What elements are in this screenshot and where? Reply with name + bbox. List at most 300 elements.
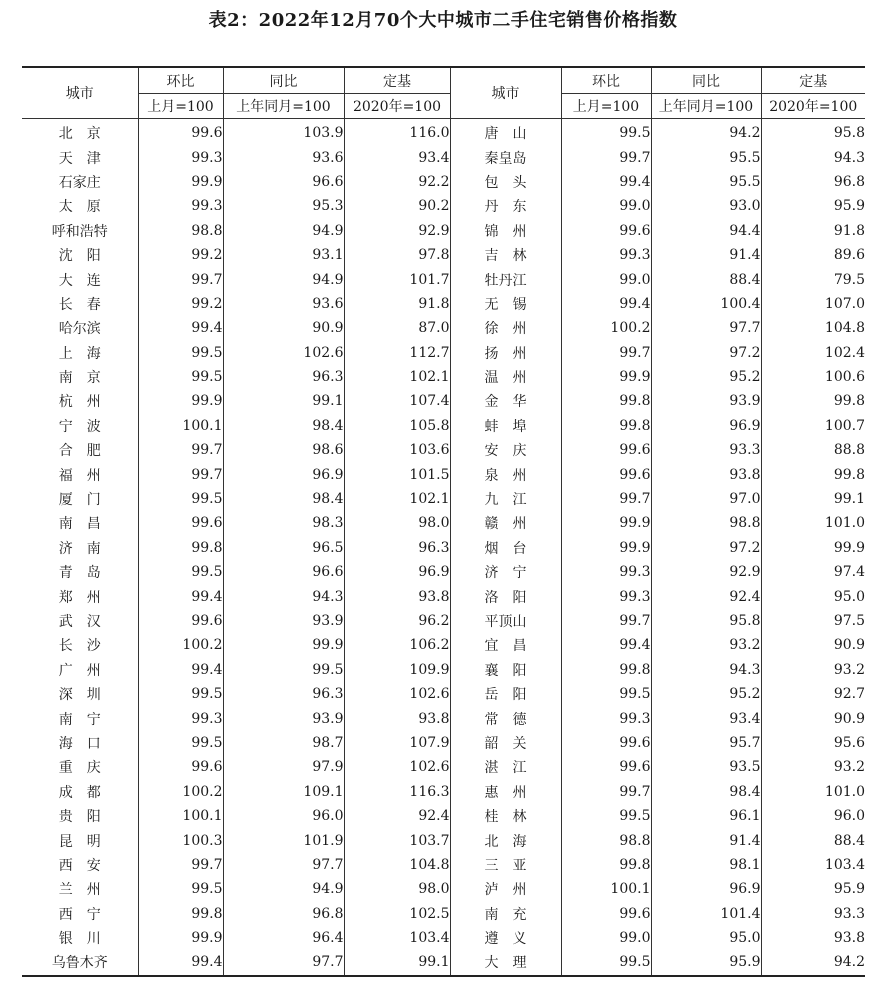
base-cell-right: 95.9	[833, 881, 865, 898]
yoy-cell-right: 95.7	[651, 731, 761, 755]
mom-cell-right: 99.7	[561, 609, 651, 633]
mom-cell-left: 99.4	[138, 950, 223, 975]
base-cell-right: 88.8	[833, 442, 865, 459]
base-cell-right: 89.6	[833, 247, 865, 264]
city-cell-left: 厦 门	[22, 487, 138, 511]
mom-cell-right: 99.7	[561, 341, 651, 365]
city-cell-left: 广 州	[22, 658, 138, 682]
yoy-cell-left: 98.4	[223, 414, 344, 438]
base-cell-left: 96.3	[344, 536, 450, 560]
base-cell-left: 92.4	[344, 804, 450, 828]
base-cell-right: 91.8	[833, 222, 865, 239]
mom-cell-left: 99.5	[138, 341, 223, 365]
city-cell-right: 吉 林	[450, 243, 561, 267]
table-row	[22, 243, 865, 267]
yoy-cell-left: 90.9	[223, 316, 344, 340]
base-cell-right: 97.5	[833, 613, 865, 629]
city-cell-right: 宜 昌	[450, 633, 561, 657]
base-cell-right: 95.6	[833, 734, 865, 751]
yoy-cell-right: 97.0	[651, 487, 761, 511]
city-cell-right: 泉 州	[450, 462, 561, 486]
base-cell-left: 93.8	[344, 584, 450, 608]
base-cell-left: 98.0	[344, 877, 450, 901]
city-cell-left: 太 原	[22, 194, 138, 218]
city-cell-right: 襄 阳	[450, 658, 561, 682]
base-cell-left: 102.6	[344, 682, 450, 706]
city-cell-right: 安 庆	[450, 438, 561, 462]
base-cell-left: 105.8	[344, 414, 450, 438]
yoy-cell-left: 98.7	[223, 731, 344, 755]
base-cell-left: 98.0	[344, 511, 450, 535]
yoy-cell-right: 95.2	[651, 365, 761, 389]
city-cell-left: 成 都	[22, 780, 138, 804]
mom-cell-left: 99.3	[138, 706, 223, 730]
table-row	[22, 365, 865, 389]
mom-cell-right: 99.4	[561, 633, 651, 657]
mom-cell-right: 99.5	[561, 804, 651, 828]
yoy-column-header-left: 同比	[223, 67, 344, 94]
city-cell-right: 遵 义	[450, 926, 561, 950]
city-cell-left: 昆 明	[22, 828, 138, 852]
base-cell-right: 94.2	[833, 954, 865, 971]
city-cell-left: 济 南	[22, 536, 138, 560]
table-row	[22, 584, 865, 608]
base-cell-right: 95.8	[833, 125, 865, 142]
yoy-cell-left: 97.9	[223, 755, 344, 779]
table-row	[22, 877, 865, 901]
yoy-cell-right: 92.9	[651, 560, 761, 584]
mom-cell-right: 99.0	[561, 194, 651, 218]
base-cell-left: 116.0	[344, 119, 450, 146]
city-cell-right: 平顶山	[450, 609, 561, 633]
table-row	[22, 536, 865, 560]
city-cell-right: 韶 关	[450, 731, 561, 755]
yoy-cell-left: 93.6	[223, 292, 344, 316]
base-cell-right: 99.8	[833, 393, 865, 410]
base-cell-right: 96.0	[833, 808, 865, 825]
yoy-cell-right: 88.4	[651, 267, 761, 291]
table-row	[22, 194, 865, 218]
base-cell-left: 109.9	[344, 658, 450, 682]
base-cell-left: 92.2	[344, 170, 450, 194]
yoy-cell-left: 98.3	[223, 511, 344, 535]
yoy-cell-left: 96.5	[223, 536, 344, 560]
city-cell-left: 南 宁	[22, 706, 138, 730]
table-row	[22, 341, 865, 365]
yoy-column-header-right: 同比	[651, 67, 761, 94]
base-cell-right: 93.2	[833, 759, 865, 776]
city-cell-right: 济 宁	[450, 560, 561, 584]
mom-cell-right: 99.6	[561, 731, 651, 755]
mom-column-header-right: 环比	[561, 67, 651, 94]
city-cell-right: 唐 山	[450, 119, 561, 146]
yoy-cell-right: 95.5	[651, 170, 761, 194]
mom-cell-left: 99.9	[138, 926, 223, 950]
city-cell-right: 徐 州	[450, 316, 561, 340]
mom-cell-left: 98.8	[138, 219, 223, 243]
mom-cell-right: 99.6	[561, 438, 651, 462]
base-cell-left: 106.2	[344, 633, 450, 657]
city-cell-right: 锦 州	[450, 219, 561, 243]
base-cell-left: 103.7	[344, 828, 450, 852]
city-cell-right: 三 亚	[450, 853, 561, 877]
yoy-cell-left: 97.7	[223, 950, 344, 975]
yoy-cell-right: 93.0	[651, 194, 761, 218]
mom-cell-left: 99.6	[138, 119, 223, 146]
yoy-cell-right: 95.5	[651, 145, 761, 169]
yoy-cell-left: 99.5	[223, 658, 344, 682]
mom-cell-left: 99.6	[138, 511, 223, 535]
yoy-cell-right: 93.4	[651, 706, 761, 730]
mom-cell-left: 99.9	[138, 389, 223, 413]
table-row	[22, 609, 865, 633]
base-cell-right: 104.8	[824, 320, 865, 337]
yoy-cell-right: 98.8	[651, 511, 761, 535]
yoy-cell-right: 97.2	[651, 536, 761, 560]
mom-subheader-left: 上月=100	[138, 94, 223, 119]
base-cell-left: 90.2	[344, 194, 450, 218]
mom-cell-right: 99.8	[561, 658, 651, 682]
yoy-cell-left: 93.9	[223, 706, 344, 730]
base-cell-right: 100.6	[824, 369, 865, 386]
yoy-cell-right: 94.2	[651, 119, 761, 146]
yoy-cell-left: 96.4	[223, 926, 344, 950]
city-cell-right: 湛 江	[450, 755, 561, 779]
city-cell-left: 西 安	[22, 853, 138, 877]
city-cell-left: 南 京	[22, 365, 138, 389]
yoy-cell-left: 96.3	[223, 682, 344, 706]
yoy-cell-left: 109.1	[223, 780, 344, 804]
mom-cell-right: 99.4	[561, 292, 651, 316]
yoy-subheader-left: 上年同月=100	[223, 94, 344, 119]
yoy-cell-left: 95.3	[223, 194, 344, 218]
city-cell-left: 银 川	[22, 926, 138, 950]
base-cell-right: 95.9	[833, 198, 865, 215]
city-cell-left: 大 连	[22, 267, 138, 291]
base-cell-right: 101.0	[824, 515, 865, 532]
mom-cell-right: 99.3	[561, 243, 651, 267]
base-cell-right: 107.0	[824, 295, 865, 312]
yoy-cell-left: 99.9	[223, 633, 344, 657]
mom-cell-right: 99.5	[561, 682, 651, 706]
yoy-cell-left: 94.9	[223, 219, 344, 243]
city-cell-right: 泸 州	[450, 877, 561, 901]
base-cell-right: 95.0	[833, 588, 865, 605]
city-cell-left: 福 州	[22, 462, 138, 486]
yoy-cell-right: 95.8	[651, 609, 761, 633]
table-row	[22, 219, 865, 243]
yoy-cell-left: 99.1	[223, 389, 344, 413]
base-cell-right: 88.4	[833, 832, 865, 849]
mom-cell-left: 99.4	[138, 658, 223, 682]
table-row	[22, 145, 865, 169]
base-cell-left: 99.1	[344, 950, 450, 975]
city-cell-left: 南 昌	[22, 511, 138, 535]
mom-subheader-right: 上月=100	[561, 94, 651, 119]
city-cell-left: 哈尔滨	[22, 316, 138, 340]
base-cell-right: 90.9	[833, 710, 865, 727]
city-cell-right: 桂 林	[450, 804, 561, 828]
yoy-cell-left: 98.6	[223, 438, 344, 462]
base-cell-right: 90.9	[833, 637, 865, 654]
base-subheader-left: 2020年=100	[344, 94, 450, 119]
table-row	[22, 853, 865, 877]
base-cell-left: 103.6	[344, 438, 450, 462]
base-cell-left: 96.2	[344, 609, 450, 633]
base-cell-left: 102.1	[344, 365, 450, 389]
mom-cell-right: 99.9	[561, 536, 651, 560]
table-row	[22, 438, 865, 462]
base-cell-left: 102.1	[344, 487, 450, 511]
mom-cell-right: 99.9	[561, 365, 651, 389]
mom-cell-left: 99.4	[138, 584, 223, 608]
city-cell-left: 长 春	[22, 292, 138, 316]
yoy-cell-left: 98.4	[223, 487, 344, 511]
yoy-cell-right: 98.4	[651, 780, 761, 804]
yoy-cell-right: 91.4	[651, 243, 761, 267]
base-subheader-right: 2020年=100	[761, 94, 865, 119]
yoy-cell-right: 95.9	[651, 950, 761, 975]
mom-cell-left: 99.2	[138, 243, 223, 267]
mom-cell-right: 99.3	[561, 584, 651, 608]
city-cell-left: 青 岛	[22, 560, 138, 584]
base-cell-right: 96.8	[833, 173, 865, 190]
base-cell-right: 93.3	[833, 905, 865, 922]
city-cell-left: 重 庆	[22, 755, 138, 779]
city-column-header-right: 城市	[450, 67, 561, 119]
mom-cell-left: 99.6	[138, 755, 223, 779]
yoy-cell-left: 96.8	[223, 902, 344, 926]
table-row	[22, 389, 865, 413]
table-row	[22, 462, 865, 486]
mom-cell-right: 99.9	[561, 511, 651, 535]
city-cell-left: 合 肥	[22, 438, 138, 462]
city-cell-left: 石家庄	[22, 170, 138, 194]
base-cell-left: 87.0	[344, 316, 450, 340]
city-cell-right: 洛 阳	[450, 584, 561, 608]
mom-column-header-left: 环比	[138, 67, 223, 94]
mom-cell-right: 99.7	[561, 780, 651, 804]
yoy-cell-right: 93.2	[651, 633, 761, 657]
table-row	[22, 658, 865, 682]
city-cell-right: 大 理	[450, 950, 561, 975]
yoy-cell-right: 91.4	[651, 828, 761, 852]
mom-cell-left: 99.7	[138, 462, 223, 486]
base-cell-left: 93.4	[344, 145, 450, 169]
city-column-header-left: 城市	[22, 67, 138, 119]
base-cell-left: 92.9	[344, 219, 450, 243]
mom-cell-right: 99.4	[561, 170, 651, 194]
page-title: 表2：2022年12月70个大中城市二手住宅销售价格指数	[208, 10, 678, 31]
base-cell-right: 103.4	[824, 856, 865, 873]
mom-cell-left: 99.8	[138, 902, 223, 926]
mom-cell-left: 99.5	[138, 877, 223, 901]
city-cell-right: 烟 台	[450, 536, 561, 560]
mom-cell-right: 99.6	[561, 219, 651, 243]
table-row	[22, 560, 865, 584]
city-cell-right: 蚌 埠	[450, 414, 561, 438]
table-row	[22, 780, 865, 804]
yoy-cell-left: 96.0	[223, 804, 344, 828]
mom-cell-left: 99.5	[138, 487, 223, 511]
city-cell-left: 海 口	[22, 731, 138, 755]
table-row	[22, 828, 865, 852]
yoy-cell-right: 96.9	[651, 414, 761, 438]
city-cell-left: 沈 阳	[22, 243, 138, 267]
table-row	[22, 511, 865, 535]
mom-cell-left: 99.7	[138, 267, 223, 291]
city-cell-left: 宁 波	[22, 414, 138, 438]
yoy-cell-left: 101.9	[223, 828, 344, 852]
yoy-cell-left: 96.6	[223, 170, 344, 194]
city-cell-left: 兰 州	[22, 877, 138, 901]
base-cell-left: 107.9	[344, 731, 450, 755]
mom-cell-right: 99.0	[561, 267, 651, 291]
yoy-cell-left: 102.6	[223, 341, 344, 365]
mom-cell-left: 99.9	[138, 170, 223, 194]
yoy-cell-right: 100.4	[651, 292, 761, 316]
base-cell-right: 99.8	[833, 466, 865, 483]
city-cell-left: 呼和浩特	[22, 219, 138, 243]
base-cell-right: 101.0	[824, 783, 865, 800]
base-cell-right: 97.4	[833, 564, 865, 581]
mom-cell-left: 100.2	[138, 780, 223, 804]
yoy-cell-right: 93.5	[651, 755, 761, 779]
base-cell-left: 107.4	[344, 389, 450, 413]
yoy-cell-left: 94.9	[223, 267, 344, 291]
yoy-cell-right: 97.7	[651, 316, 761, 340]
mom-cell-left: 99.5	[138, 731, 223, 755]
base-cell-right: 100.7	[824, 417, 865, 434]
mom-cell-right: 99.8	[561, 414, 651, 438]
yoy-cell-right: 98.1	[651, 853, 761, 877]
mom-cell-left: 99.5	[138, 560, 223, 584]
city-cell-right: 包 头	[450, 170, 561, 194]
base-cell-left: 102.6	[344, 755, 450, 779]
table-row	[22, 119, 865, 146]
mom-cell-left: 100.1	[138, 804, 223, 828]
city-cell-left: 杭 州	[22, 389, 138, 413]
yoy-cell-right: 94.3	[651, 658, 761, 682]
city-cell-right: 丹 东	[450, 194, 561, 218]
yoy-cell-right: 101.4	[651, 902, 761, 926]
table-row	[22, 487, 865, 511]
yoy-cell-left: 93.1	[223, 243, 344, 267]
yoy-cell-left: 93.6	[223, 145, 344, 169]
yoy-cell-right: 96.1	[651, 804, 761, 828]
table-row	[22, 706, 865, 730]
mom-cell-left: 100.2	[138, 633, 223, 657]
base-cell-right: 94.3	[833, 149, 865, 166]
base-cell-right: 93.8	[833, 930, 865, 947]
mom-cell-left: 99.5	[138, 682, 223, 706]
mom-cell-left: 99.8	[138, 536, 223, 560]
mom-cell-right: 98.8	[561, 828, 651, 852]
mom-cell-right: 99.8	[561, 389, 651, 413]
mom-cell-right: 99.5	[561, 950, 651, 975]
yoy-cell-right: 93.3	[651, 438, 761, 462]
base-cell-left: 103.4	[344, 926, 450, 950]
yoy-cell-left: 94.3	[223, 584, 344, 608]
yoy-cell-left: 93.9	[223, 609, 344, 633]
city-cell-right: 岳 阳	[450, 682, 561, 706]
base-cell-left: 104.8	[344, 853, 450, 877]
table-row	[22, 682, 865, 706]
mom-cell-left: 99.2	[138, 292, 223, 316]
city-cell-left: 贵 阳	[22, 804, 138, 828]
base-cell-right: 99.1	[833, 491, 865, 508]
table-row	[22, 950, 865, 975]
yoy-cell-right: 93.9	[651, 389, 761, 413]
base-cell-left: 112.7	[344, 341, 450, 365]
yoy-cell-left: 96.3	[223, 365, 344, 389]
base-cell-right: 79.5	[833, 271, 865, 288]
mom-cell-left: 100.1	[138, 414, 223, 438]
yoy-cell-right: 97.2	[651, 341, 761, 365]
city-cell-left: 西 宁	[22, 902, 138, 926]
city-cell-left: 北 京	[22, 119, 138, 146]
base-cell-right: 99.9	[833, 539, 865, 556]
table-row	[22, 267, 865, 291]
yoy-cell-right: 93.8	[651, 462, 761, 486]
mom-cell-left: 100.3	[138, 828, 223, 852]
mom-cell-right: 99.3	[561, 706, 651, 730]
yoy-cell-right: 95.0	[651, 926, 761, 950]
city-cell-left: 郑 州	[22, 584, 138, 608]
table-row	[22, 804, 865, 828]
city-cell-right: 常 德	[450, 706, 561, 730]
mom-cell-right: 99.8	[561, 853, 651, 877]
table-row	[22, 316, 865, 340]
city-cell-left: 天 津	[22, 145, 138, 169]
city-cell-right: 南 充	[450, 902, 561, 926]
mom-cell-right: 99.6	[561, 462, 651, 486]
mom-cell-left: 99.3	[138, 145, 223, 169]
table-body	[22, 119, 865, 976]
table-row	[22, 755, 865, 779]
yoy-cell-right: 95.2	[651, 682, 761, 706]
mom-cell-right: 99.3	[561, 560, 651, 584]
city-cell-right: 牡丹江	[450, 267, 561, 291]
mom-cell-right: 99.6	[561, 755, 651, 779]
yoy-cell-right: 92.4	[651, 584, 761, 608]
city-cell-right: 九 江	[450, 487, 561, 511]
mom-cell-right: 100.1	[561, 877, 651, 901]
yoy-cell-left: 96.9	[223, 462, 344, 486]
city-cell-left: 深 圳	[22, 682, 138, 706]
base-cell-left: 97.8	[344, 243, 450, 267]
mom-cell-right: 100.2	[561, 316, 651, 340]
yoy-cell-left: 97.7	[223, 853, 344, 877]
city-cell-right: 秦皇岛	[450, 145, 561, 169]
table-row	[22, 902, 865, 926]
base-cell-right: 93.2	[833, 661, 865, 678]
table-row	[22, 731, 865, 755]
mom-cell-right: 99.7	[561, 145, 651, 169]
table-row	[22, 414, 865, 438]
mom-cell-left: 99.5	[138, 365, 223, 389]
city-cell-right: 扬 州	[450, 341, 561, 365]
mom-cell-right: 99.0	[561, 926, 651, 950]
base-cell-left: 93.8	[344, 706, 450, 730]
mom-cell-left: 99.7	[138, 853, 223, 877]
yoy-cell-left: 96.6	[223, 560, 344, 584]
mom-cell-right: 99.6	[561, 902, 651, 926]
city-cell-left: 武 汉	[22, 609, 138, 633]
table-row	[22, 633, 865, 657]
base-cell-right: 92.7	[833, 686, 865, 703]
mom-cell-left: 99.6	[138, 609, 223, 633]
